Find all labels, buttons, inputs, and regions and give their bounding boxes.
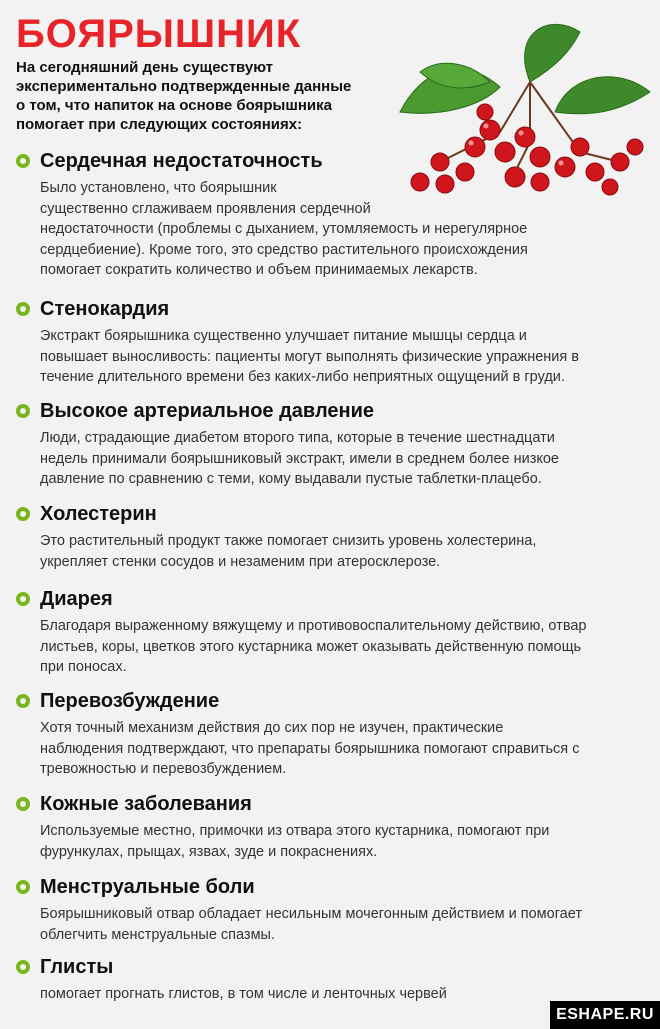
bullet-icon <box>16 154 30 168</box>
section-body: Это растительный продукт также помогает снизить уровень холестерина, укрепляет стенки сосудов и незаменим при атеросклерозе. <box>40 533 537 570</box>
section-body: Было установлено, что боярышник существенно сглаживаем проявления сердечной недостаточности (проблемы с дыханием, утомляемость и нерегулярное сердцебиение). Кроме того, это средство растительного происхождения помогает сократить количество и объем принимаемых лекарств. <box>40 180 528 278</box>
section-cholesterol <box>16 501 646 572</box>
section-heart-failure <box>16 148 646 281</box>
section-body: Используемые местно, примочки из отвара этого кустарника, помогают при фурункулах, прыщах, язвах, зуде и покраснениях. <box>40 823 550 860</box>
section-title: Холестерин <box>40 502 157 525</box>
site-watermark: ESHAPE.RU <box>550 1001 660 1029</box>
section-menstrual-pain <box>16 874 646 945</box>
section-angina <box>16 296 646 388</box>
bullet-icon <box>16 592 30 606</box>
section-diarrhea <box>16 586 646 678</box>
bullet-icon <box>16 694 30 708</box>
bullet-icon <box>16 797 30 811</box>
section-overexcitement <box>16 688 646 780</box>
bullet-icon <box>16 960 30 974</box>
bullet-icon <box>16 880 30 894</box>
section-title: Высокое артериальное давление <box>40 399 375 422</box>
section-title: Перевозбуждение <box>40 689 220 712</box>
page-title: БОЯРЫШНИК <box>16 12 302 56</box>
leaf-icon <box>400 24 650 113</box>
section-body: Боярышниковый отвар обладает несильным мочегонным действием и помогает облегчить менструальные спазмы. <box>40 906 582 943</box>
section-body: Хотя точный механизм действия до сих пор не изучен, практические наблюдения подтверждают, что препараты боярышника помогают справиться с тревожностью и перевозбуждением. <box>40 720 580 777</box>
section-worms <box>16 954 646 1005</box>
section-title: Менструальные боли <box>40 875 255 898</box>
section-skin-diseases <box>16 791 646 862</box>
intro-text: На сегодняшний день существуют экспериментально подтвержденные данные о том, что напиток на основе боярышника помогает при следующих состояниях: <box>16 59 352 133</box>
bullet-icon <box>16 302 30 316</box>
section-title: Глисты <box>40 955 114 978</box>
bullet-icon <box>16 507 30 521</box>
section-body: Благодаря выраженному вяжущему и противовоспалительному действию, отвар листьев, коры, цветков этого кустарника может оказывать действенную помощь при поносах. <box>40 618 587 675</box>
section-title: Диарея <box>40 587 113 610</box>
section-title: Сердечная недостаточность <box>40 149 323 172</box>
section-blood-pressure <box>16 398 646 490</box>
section-title: Кожные заболевания <box>40 792 252 815</box>
section-body: Экстракт боярышника существенно улучшает питание мышцы сердца и повышает выносливость: пациенты могут выполнять физические упражнения в течение длительного времени без каких-либо неприятных ощущений в груди. <box>40 328 579 385</box>
section-title: Стенокардия <box>40 297 170 320</box>
section-body: помогает прогнать глистов, в том числе и ленточных червей <box>40 986 447 1002</box>
section-body: Люди, страдающие диабетом второго типа, которые в течение шестнадцати недель принимали боярышниковый экстракт, имели в среднем более низкое давление по сравнению с теми, кому выдавали пустые таблетки-плацебо. <box>40 430 559 487</box>
bullet-icon <box>16 404 30 418</box>
